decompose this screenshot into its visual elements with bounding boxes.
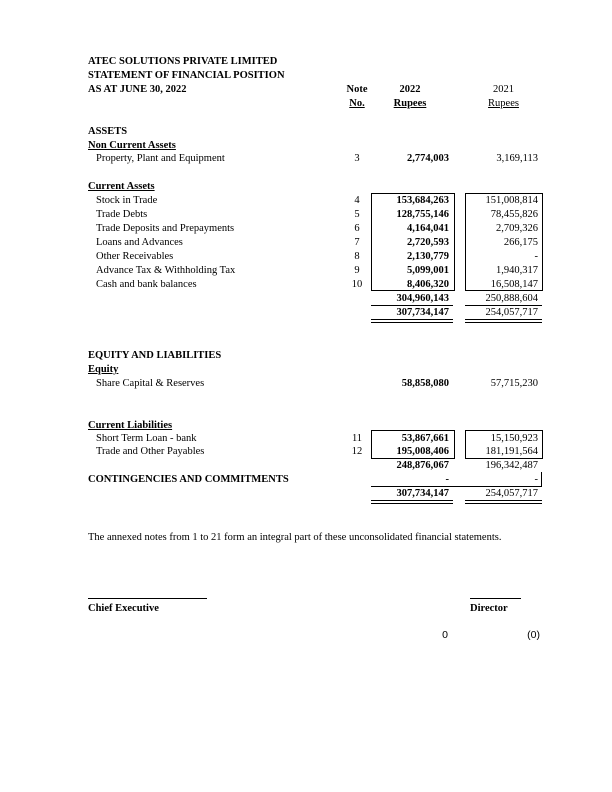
trade-payables-2021: 181,191,564	[485, 446, 538, 457]
column-2022-year: 2022	[399, 84, 421, 95]
current-liabilities-subtotal-2022: 248,876,067	[396, 460, 449, 471]
trade-debts-label: Trade Debts	[96, 209, 148, 220]
deposits-label: Trade Deposits and Prepayments	[96, 223, 235, 234]
contingencies-2022: -	[445, 474, 449, 485]
contingencies-side-rule	[541, 472, 542, 486]
chief-executive-label: Chief Executive	[88, 603, 159, 614]
short-term-loan-label: Short Term Loan - bank	[96, 433, 197, 444]
short-term-loan-2021: 15,150,923	[490, 433, 538, 444]
advance-tax-2022: 5,099,001	[407, 265, 449, 276]
ppe-note: 3	[354, 153, 360, 164]
total-assets-2021: 254,057,717	[485, 307, 538, 318]
non-current-assets-heading: Non Current Assets	[88, 140, 176, 151]
deposits-2021: 2,709,326	[496, 223, 538, 234]
current-assets-subtotal-2021: 250,888,604	[485, 293, 538, 304]
statement-title: STATEMENT OF FINANCIAL POSITION	[88, 70, 285, 81]
check-value-2021: (0)	[527, 629, 540, 641]
ppe-2022: 2,774,003	[407, 153, 449, 164]
total-assets-double-rule-2021	[465, 319, 542, 323]
annexed-notes-statement: The annexed notes from 1 to 21 form an integral part of these unconsolidated financial statements.	[88, 532, 502, 543]
advance-tax-label: Advance Tax & Withholding Tax	[96, 265, 236, 276]
trade-debts-note: 5	[354, 209, 360, 220]
stock-2021: 151,008,814	[485, 195, 538, 206]
director-label: Director	[470, 603, 508, 614]
cash-2021: 16,508,147	[490, 279, 538, 290]
cash-label: Cash and bank balances	[96, 279, 197, 290]
stock-note: 4	[354, 195, 360, 206]
trade-debts-2022: 128,755,146	[396, 209, 449, 220]
share-capital-2022: 58,858,080	[401, 378, 449, 389]
check-value-2022: 0	[442, 629, 448, 641]
equity-liabilities-heading: EQUITY AND LIABILITIES	[88, 350, 222, 361]
trade-debts-2021: 78,455,826	[490, 209, 538, 220]
loans-label: Loans and Advances	[96, 237, 183, 248]
deposits-note: 6	[354, 223, 360, 234]
contingencies-2021: -	[534, 474, 538, 485]
short-term-loan-2022: 53,867,661	[401, 433, 449, 444]
note-no-header: No.	[349, 98, 365, 109]
current-liabilities-heading: Current Liabilities	[88, 420, 173, 431]
stock-2022: 153,684,263	[396, 195, 449, 206]
assets-heading: ASSETS	[88, 126, 128, 137]
other-receivables-2021: -	[534, 251, 538, 262]
total-equity-liabilities-2022: 307,734,147	[396, 488, 449, 499]
ppe-label: Property, Plant and Equipment	[96, 153, 225, 164]
trade-payables-2022: 195,008,406	[396, 446, 449, 457]
ppe-2021: 3,169,113	[496, 153, 538, 164]
trade-payables-label: Trade and Other Payables	[96, 446, 205, 457]
column-2021-unit: Rupees	[488, 98, 519, 109]
subtotal-rule-2022	[371, 305, 453, 306]
other-receivables-2022: 2,130,779	[407, 251, 449, 262]
advance-tax-2021: 1,940,317	[496, 265, 538, 276]
cash-note: 10	[351, 279, 363, 290]
chief-executive-signature-line	[88, 598, 207, 599]
loans-2022: 2,720,593	[407, 237, 449, 248]
stock-label: Stock in Trade	[96, 195, 158, 206]
advance-tax-note: 9	[354, 265, 360, 276]
total-el-double-rule-2022	[371, 500, 453, 504]
statement-date: AS AT JUNE 30, 2022	[88, 84, 187, 95]
company-name: ATEC SOLUTIONS PRIVATE LIMITED	[88, 56, 278, 67]
trade-payables-note: 12	[351, 446, 363, 457]
share-capital-label: Share Capital & Reserves	[96, 378, 205, 389]
cash-2022: 8,406,320	[407, 279, 449, 290]
deposits-2022: 4,164,041	[407, 223, 449, 234]
total-assets-2022: 307,734,147	[396, 307, 449, 318]
contingencies-heading: CONTINGENCIES AND COMMITMENTS	[88, 474, 289, 485]
total-assets-double-rule-2022	[371, 319, 453, 323]
equity-heading: Equity	[88, 364, 119, 375]
share-capital-2021: 57,715,230	[490, 378, 538, 389]
current-assets-heading: Current Assets	[88, 181, 155, 192]
subtotal-rule-2021	[465, 305, 542, 306]
other-receivables-label: Other Receivables	[96, 251, 174, 262]
loans-2021: 266,175	[503, 237, 538, 248]
current-liabilities-subtotal-2021: 196,342,487	[485, 460, 538, 471]
other-receivables-note: 8	[354, 251, 360, 262]
note-column-header: Note	[346, 84, 368, 95]
director-signature-line	[470, 598, 521, 599]
column-2021-year: 2021	[493, 84, 514, 95]
column-2022-unit: Rupees	[393, 98, 427, 109]
short-term-loan-note: 11	[351, 433, 363, 444]
current-assets-subtotal-2022: 304,960,143	[396, 293, 449, 304]
total-equity-liabilities-2021: 254,057,717	[485, 488, 538, 499]
loans-note: 7	[354, 237, 360, 248]
total-el-double-rule-2021	[465, 500, 542, 504]
liabilities-total-rule	[371, 486, 542, 487]
